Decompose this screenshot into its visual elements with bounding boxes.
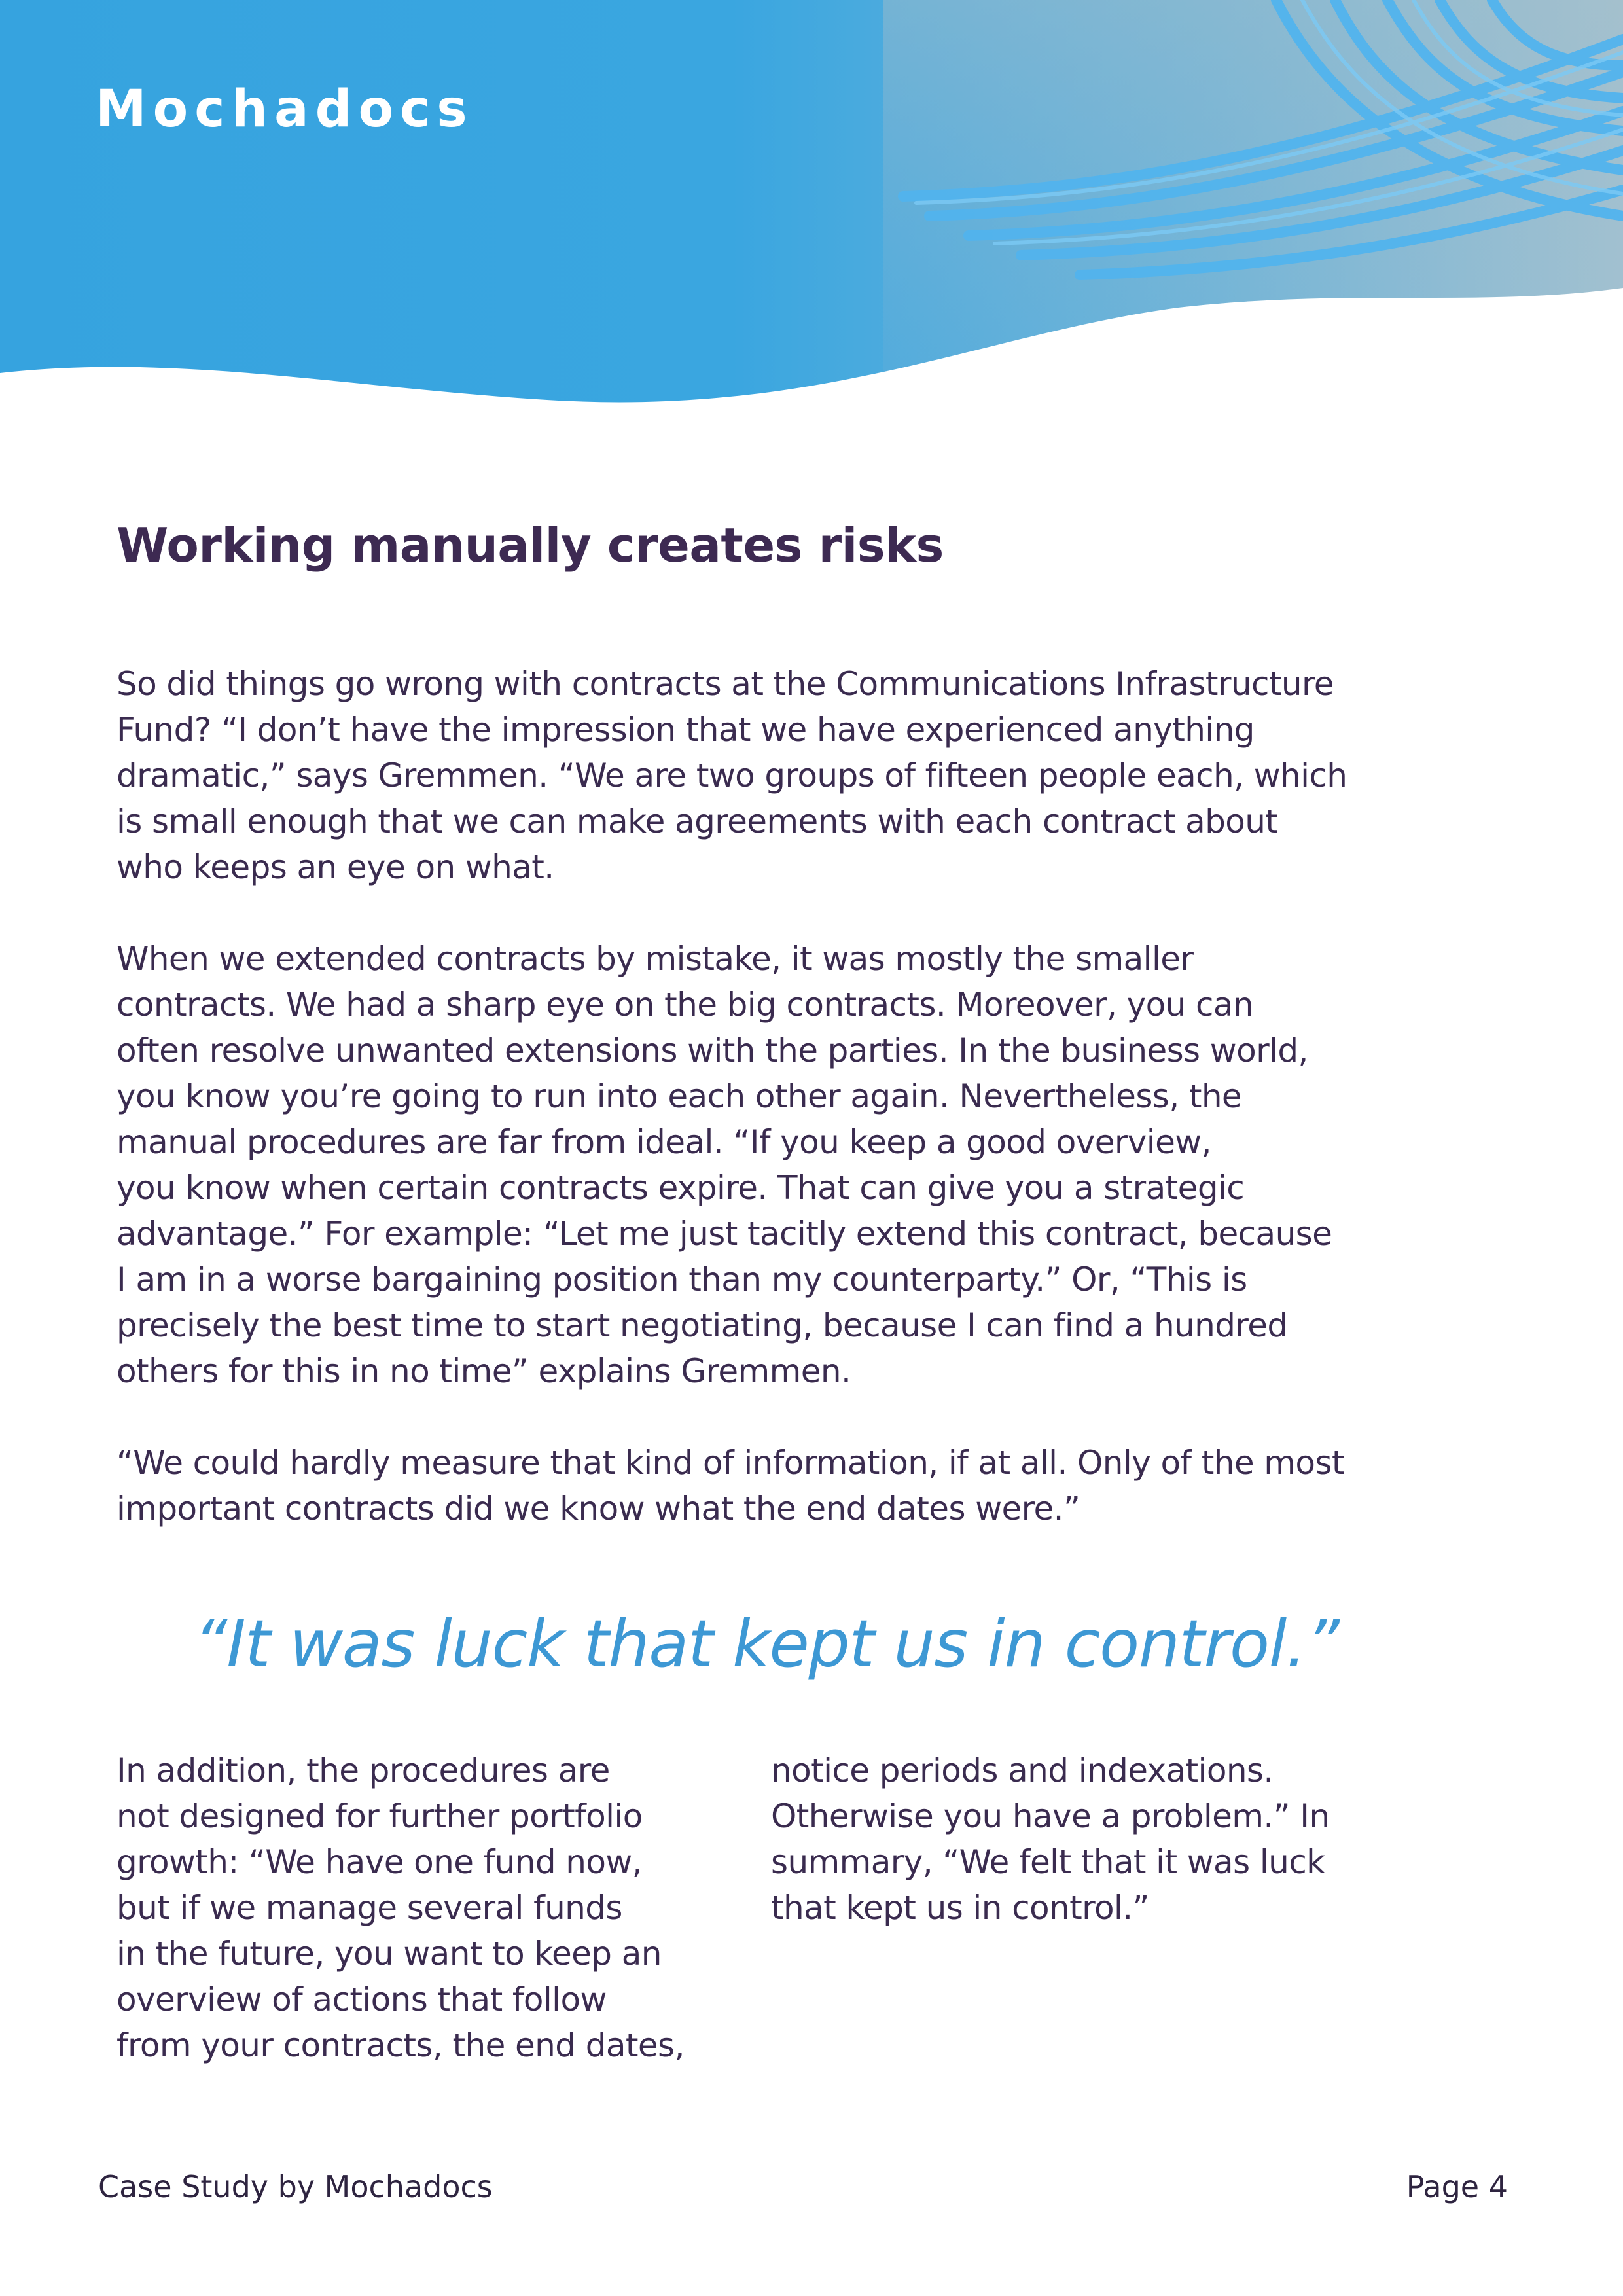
pull-quote: “It was luck that kept us in control.” [194, 1605, 1339, 1682]
header-banner [0, 0, 1623, 419]
brand-logo-text: Mochadocs [96, 80, 474, 139]
column-right-text: notice periods and indexations. Otherwise you have a problem.” In summary, “We felt that it was luck that kept us in control.” [771, 1751, 1330, 1927]
article-heading-block [116, 517, 1465, 573]
footer-case-study-label: Case Study by Mochadocs [98, 2169, 493, 2204]
paragraph-1: So did things go wrong with contracts at the Communications Infrastructure Fund? “I don’t have the impression that we have experienced anything dramatic,” says Gremmen. “We are two groups of fifteen people each, which is small enough that we can make agreements with each contract about who keeps an eye on what. [116, 665, 1347, 886]
paragraph-3: “We could hardly measure that kind of information, if at all. Only of the most important contracts did we know what the end dates were.” [116, 1444, 1344, 1528]
header-wave-graphic [0, 0, 1623, 419]
footer-page-number: Page 4 [1406, 2169, 1508, 2204]
column-left-text: In addition, the procedures are not designed for further portfolio growth: “We have one fund now, but if we manage several funds in the future, you want to keep an overview of actions that follow from your contracts, the end dates, [116, 1751, 685, 2064]
article-heading: Working manually creates risks [116, 518, 944, 573]
paragraph-2: When we extended contracts by mistake, it was mostly the smaller contracts. We had a sharp eye on the big contracts. Moreover, you can often resolve unwanted extensions with the parties. In the business world, you know you’re going to run into each other again. Nevertheless, the manual procedures are far from ideal. “If you keep a good overview, you know when certain contracts expire. That can give you a strategic advantage.” For example: “Let me just tacitly extend this contract, because I am in a worse bargaining position than my counterparty.” Or, “This is precisely the best time to start negotiating, because I can find a hundred others for this in no time” explains Gremmen. [116, 940, 1332, 1390]
